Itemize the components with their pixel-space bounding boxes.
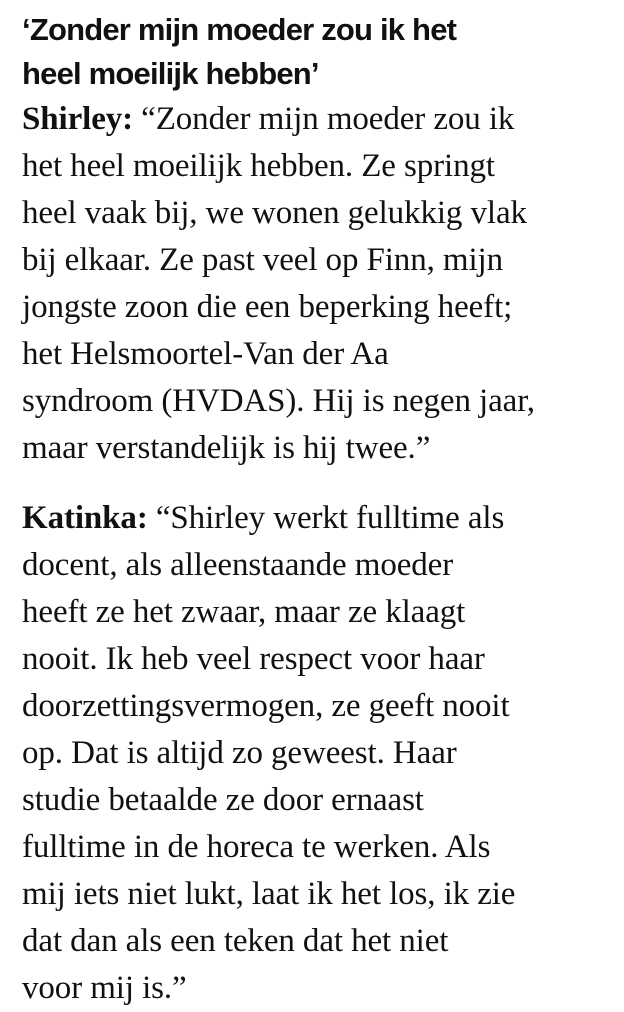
speaker-name: Shirley: [22, 101, 134, 137]
paragraph-line: op. Dat is altijd zo geweest. Haar [22, 735, 457, 771]
paragraph-line: syndroom (HVDAS). Hij is negen jaar, [22, 383, 535, 419]
paragraph-line: studie betaalde ze door ernaast [22, 782, 424, 818]
paragraph-line: dat dan als een teken dat het niet [22, 923, 449, 959]
paragraph-line: nooit. Ik heb veel respect voor haar [22, 641, 485, 677]
quote-paragraph-katinka [22, 495, 612, 1012]
paragraph-text: “Zonder mijn moeder zou ik [133, 101, 515, 137]
paragraph-line: docent, als alleenstaande moeder [22, 547, 454, 583]
paragraph-line [22, 96, 612, 143]
paragraph-line: fulltime in de horeca te werken. Als [22, 829, 491, 865]
paragraph-line: bij elkaar. Ze past veel op Finn, mijn [22, 242, 504, 278]
speaker-name: Katinka: [22, 500, 148, 536]
headline-line: ‘Zonder mijn moeder zou ik het [22, 12, 457, 47]
paragraph-line: het heel moeilijk hebben. Ze springt [22, 148, 495, 184]
paragraph-line: mij iets niet lukt, laat ik het los, ik zie [22, 876, 516, 912]
paragraph-line: heeft ze het zwaar, maar ze klaagt [22, 594, 466, 630]
paragraph-text: “Shirley werkt fulltime als [147, 500, 505, 536]
paragraph-line: doorzettingsvermogen, ze geeft nooit [22, 688, 510, 724]
article-headline [22, 8, 612, 96]
paragraph-line: maar verstandelijk is hij twee.” [22, 430, 431, 466]
quote-paragraph-shirley [22, 96, 612, 472]
paragraph-line: voor mij is.” [22, 970, 187, 1006]
paragraph-line [22, 495, 612, 542]
article [22, 8, 612, 1012]
paragraph-line: het Helsmoortel-Van der Aa [22, 336, 389, 372]
headline-line: heel moeilijk hebben’ [22, 56, 319, 91]
paragraph-line: heel vaak bij, we wonen gelukkig vlak [22, 195, 527, 231]
paragraph-line: jongste zoon die een beperking heeft; [22, 289, 513, 325]
